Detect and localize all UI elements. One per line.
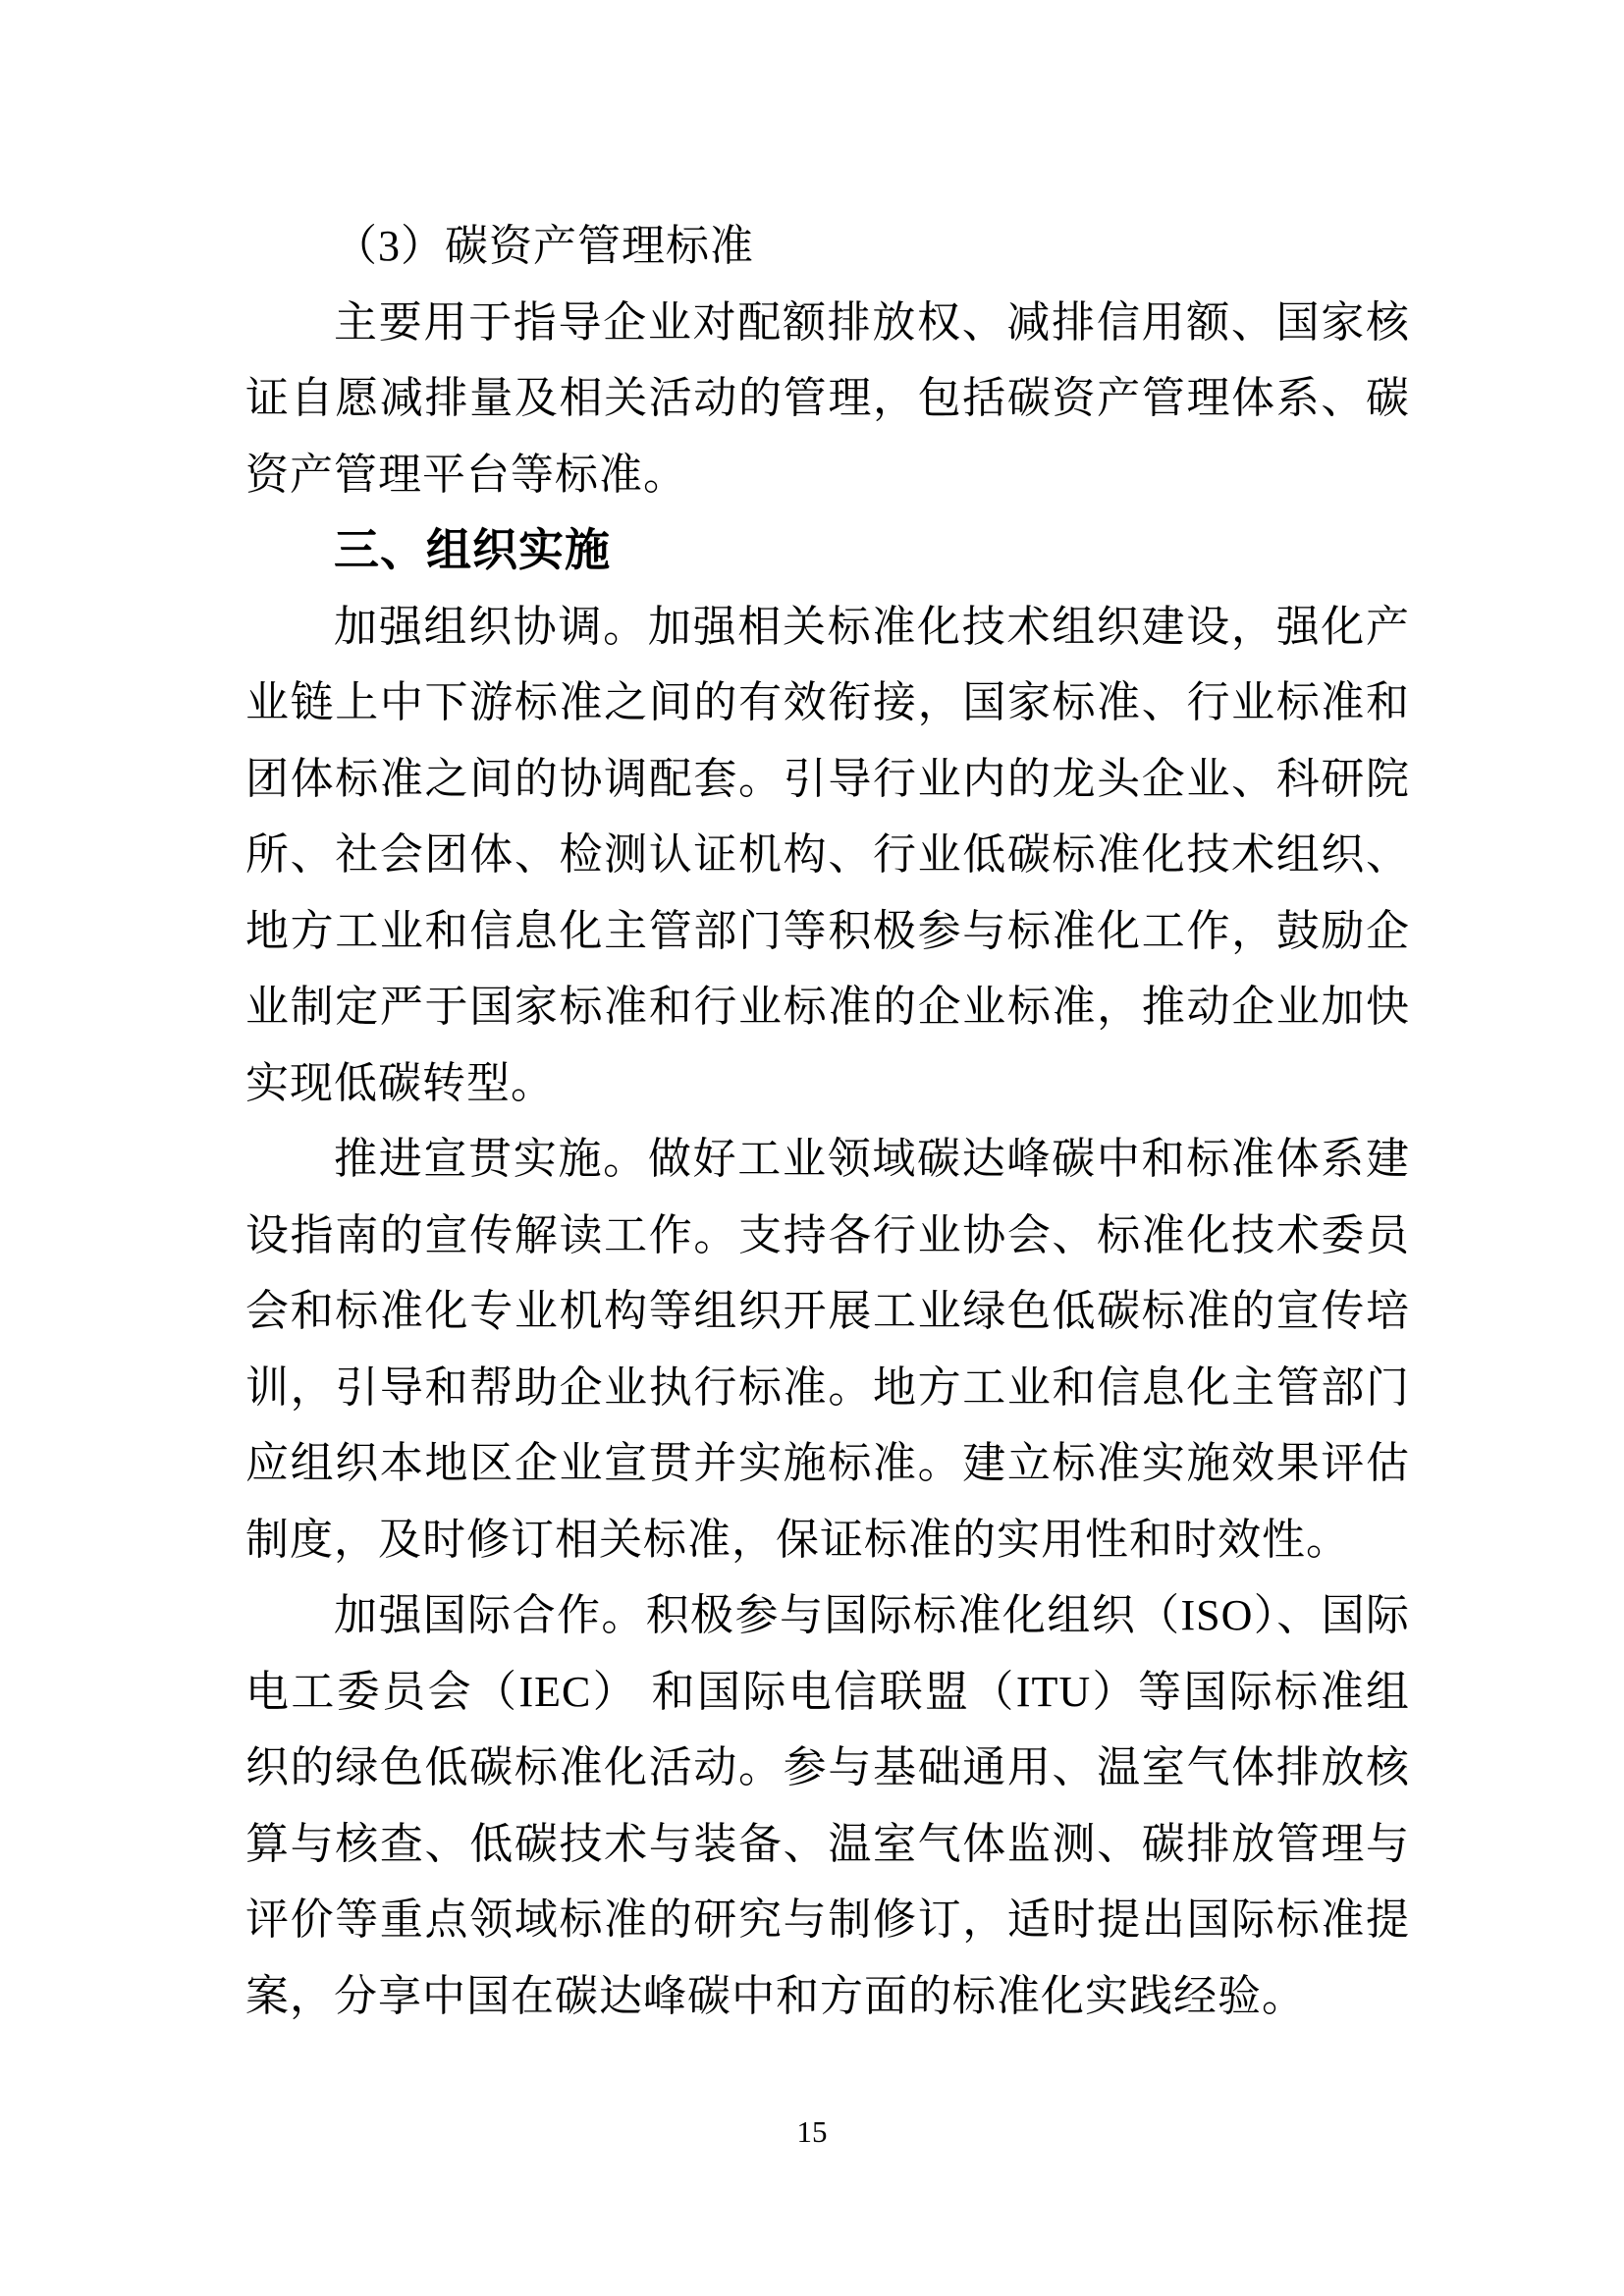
- page-number: 15: [796, 2114, 828, 2149]
- paragraph-international-cooperation: 加强国际合作。积极参与国际标准化组织（ISO）、国际电工委员会（IEC） 和国际电信联盟（ITU）等国际标准组织的绿色低碳标准化活动。参与基础通用、温室气体排放核算与核查、低碳技术与装备、温室气体监测、碳排放管理与评价等重点领域标准的研究与制修订，适时提出国际标准提案，分享中国在碳达峰碳中和方面的标准化实践经验。: [245, 1591, 1410, 2020]
- page-body: [245, 208, 1410, 2034]
- section-heading-organization-implementation: 三、组织实施: [334, 524, 611, 575]
- subsection-heading-carbon-asset-standards: （3）碳资产管理标准: [334, 222, 754, 270]
- paragraph-organization-coordination: 加强组织协调。加强相关标准化技术组织建设，强化产业链上中下游标准之间的有效衔接，国家标准、行业标准和团体标准之间的协调配套。引导行业内的龙头企业、科研院所、社会团体、检测认证机构、行业低碳标准化技术组织、地方工业和信息化主管部门等积极参与标准化工作，鼓励企业制定严于国家标准和行业标准的企业标准，推动企业加快实现低碳转型。: [245, 602, 1410, 1107]
- paragraph-publicity-implementation: 推进宣贯实施。做好工业领域碳达峰碳中和标准体系建设指南的宣传解读工作。支持各行业协会、标准化技术委员会和标准化专业机构等组织开展工业绿色低碳标准的宣传培训，引导和帮助企业执行标准。地方工业和信息化主管部门应组织本地区企业宣贯并实施标准。建立标准实施效果评估制度，及时修订相关标准，保证标准的实用性和时效性。: [245, 1135, 1410, 1564]
- paragraph-carbon-asset: 主要用于指导企业对配额排放权、减排信用额、国家核证自愿减排量及相关活动的管理，包括碳资产管理体系、碳资产管理平台等标准。: [245, 297, 1410, 499]
